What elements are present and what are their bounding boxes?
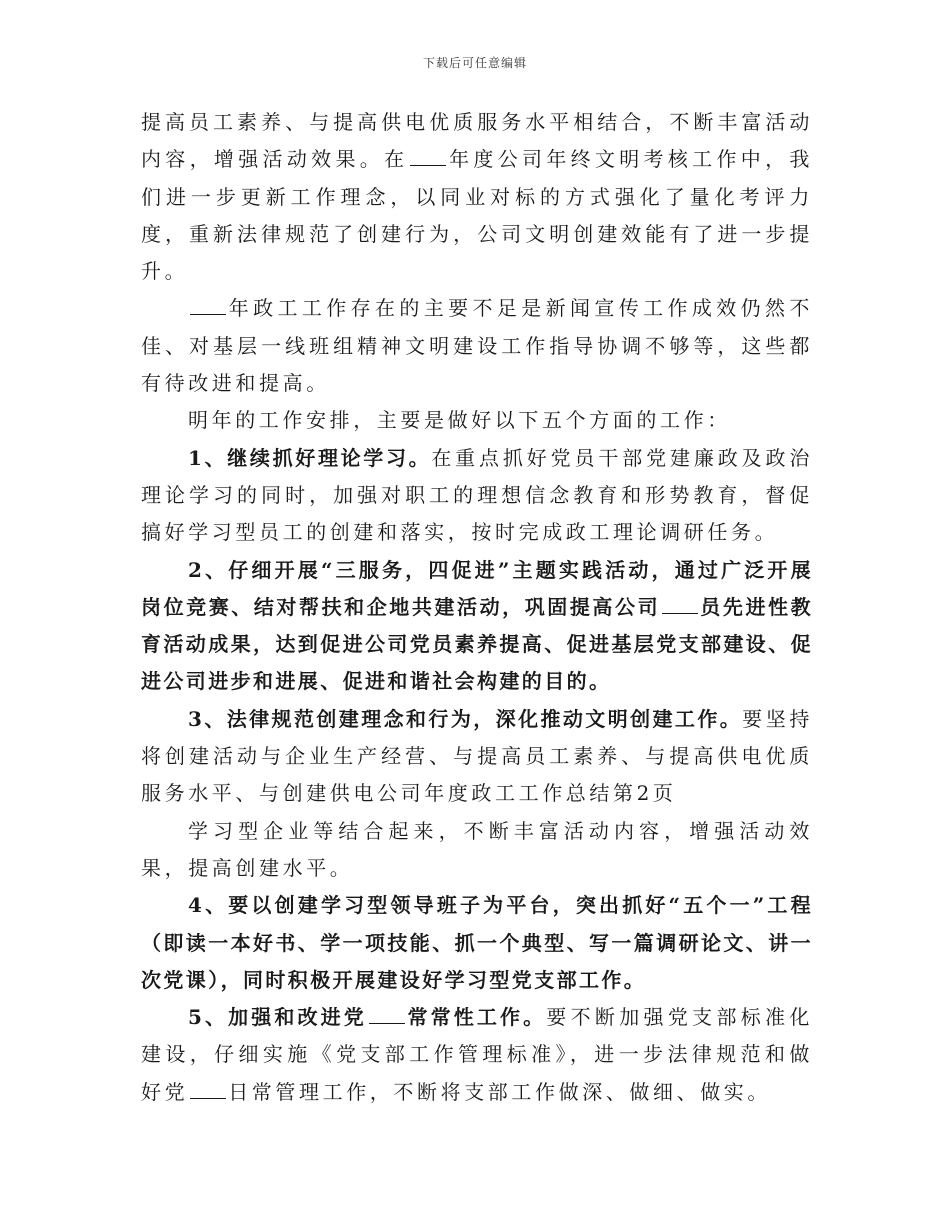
list-item-3-text: 要坚持将创建活动与企业生产经营、与提高员工素养、与提高供电优质服务水平、与创建供电公司年度政工工作总结第2页 <box>141 706 813 806</box>
paragraph-3: 明年的工作安排，主要是做好以下五个方面的工作： <box>188 408 731 433</box>
paragraph-1-text-b: 年度公司年终文明考核工作中，我们进一步更新工作理念，以同业对标的方式强化了量化考评力度，重新法律规范了创建行为，公司文明创建效能有了进一步提升。 <box>141 147 814 284</box>
list-item-5-text-a: 要不断加强党支部标准化建设，仔细实施《党支部工作管理标准》，进一步法律规范和做好党 <box>141 1005 813 1104</box>
list-item-2-text-a: 2、仔细开展“三服务，四促进”主题实践活动，通过广泛开展岗位竞赛、结对帮扶和企地共建活动，巩固提高公司 <box>141 557 813 619</box>
list-item-3 <box>141 701 813 813</box>
paragraph-1-text-a: 提高员工素养、与提高供电优质服务水平相结合，不断丰富活动内容，增强活动效果。在 <box>141 110 813 172</box>
blank-underline <box>369 1005 405 1024</box>
blank-underline <box>410 147 446 166</box>
paragraph-2-text: 年政工工作存在的主要不足是新闻宣传工作成效仍然不佳、对基层一线班组精神文明建设工作指导协调不够等，这些都有待改进和提高。 <box>141 296 813 396</box>
list-item-4: 4、要以创建学习型领导班子为平台，突出抓好“五个一”工程（即读一本好书、学一项技能、抓一个典型、写一篇调研论文、讲一次党课），同时积极开展建设好学习型党支部工作。 <box>141 893 813 992</box>
paragraph-1 <box>141 104 813 290</box>
paragraph-continuation: 学习型企业等结合起来，不断丰富活动内容，增强活动效果，提高创建水平。 <box>141 818 813 880</box>
list-item-5-heading-b: 常常性工作。 <box>406 1005 547 1030</box>
list-item-2 <box>141 552 813 701</box>
blank-underline <box>190 1080 226 1099</box>
list-item-5-text-b: 日常管理工作，不断将支部工作做深、做细、做实。 <box>228 1079 772 1104</box>
document-body <box>141 104 813 1111</box>
paragraph-2 <box>141 290 813 402</box>
list-item-1-heading: 1、继续抓好理论学习。 <box>188 445 432 470</box>
list-item-1 <box>141 440 813 552</box>
blank-underline <box>190 296 226 315</box>
list-item-3-heading: 3、法律规范创建理念和行为，深化推动文明创建工作。 <box>188 706 743 731</box>
list-item-5 <box>141 999 813 1111</box>
list-item-5-heading-a: 5、加强和改进党 <box>188 1005 367 1030</box>
header-note: 下载后可任意编辑 <box>422 56 527 70</box>
list-item-1-text: 在重点抓好党员干部党建廉政及政治理论学习的同时，加强对职工的理想信念教育和形势教育，督促搞好学习型员工的创建和落实，按时完成政工理论调研任务。 <box>141 445 813 545</box>
list-item-2-text-b: 员先进性教育活动成果，达到促进公司党员素养提高、促进基层党支部建设、促进公司进步和进展、促进和谐社会构建的目的。 <box>141 594 813 694</box>
blank-underline <box>662 595 698 614</box>
